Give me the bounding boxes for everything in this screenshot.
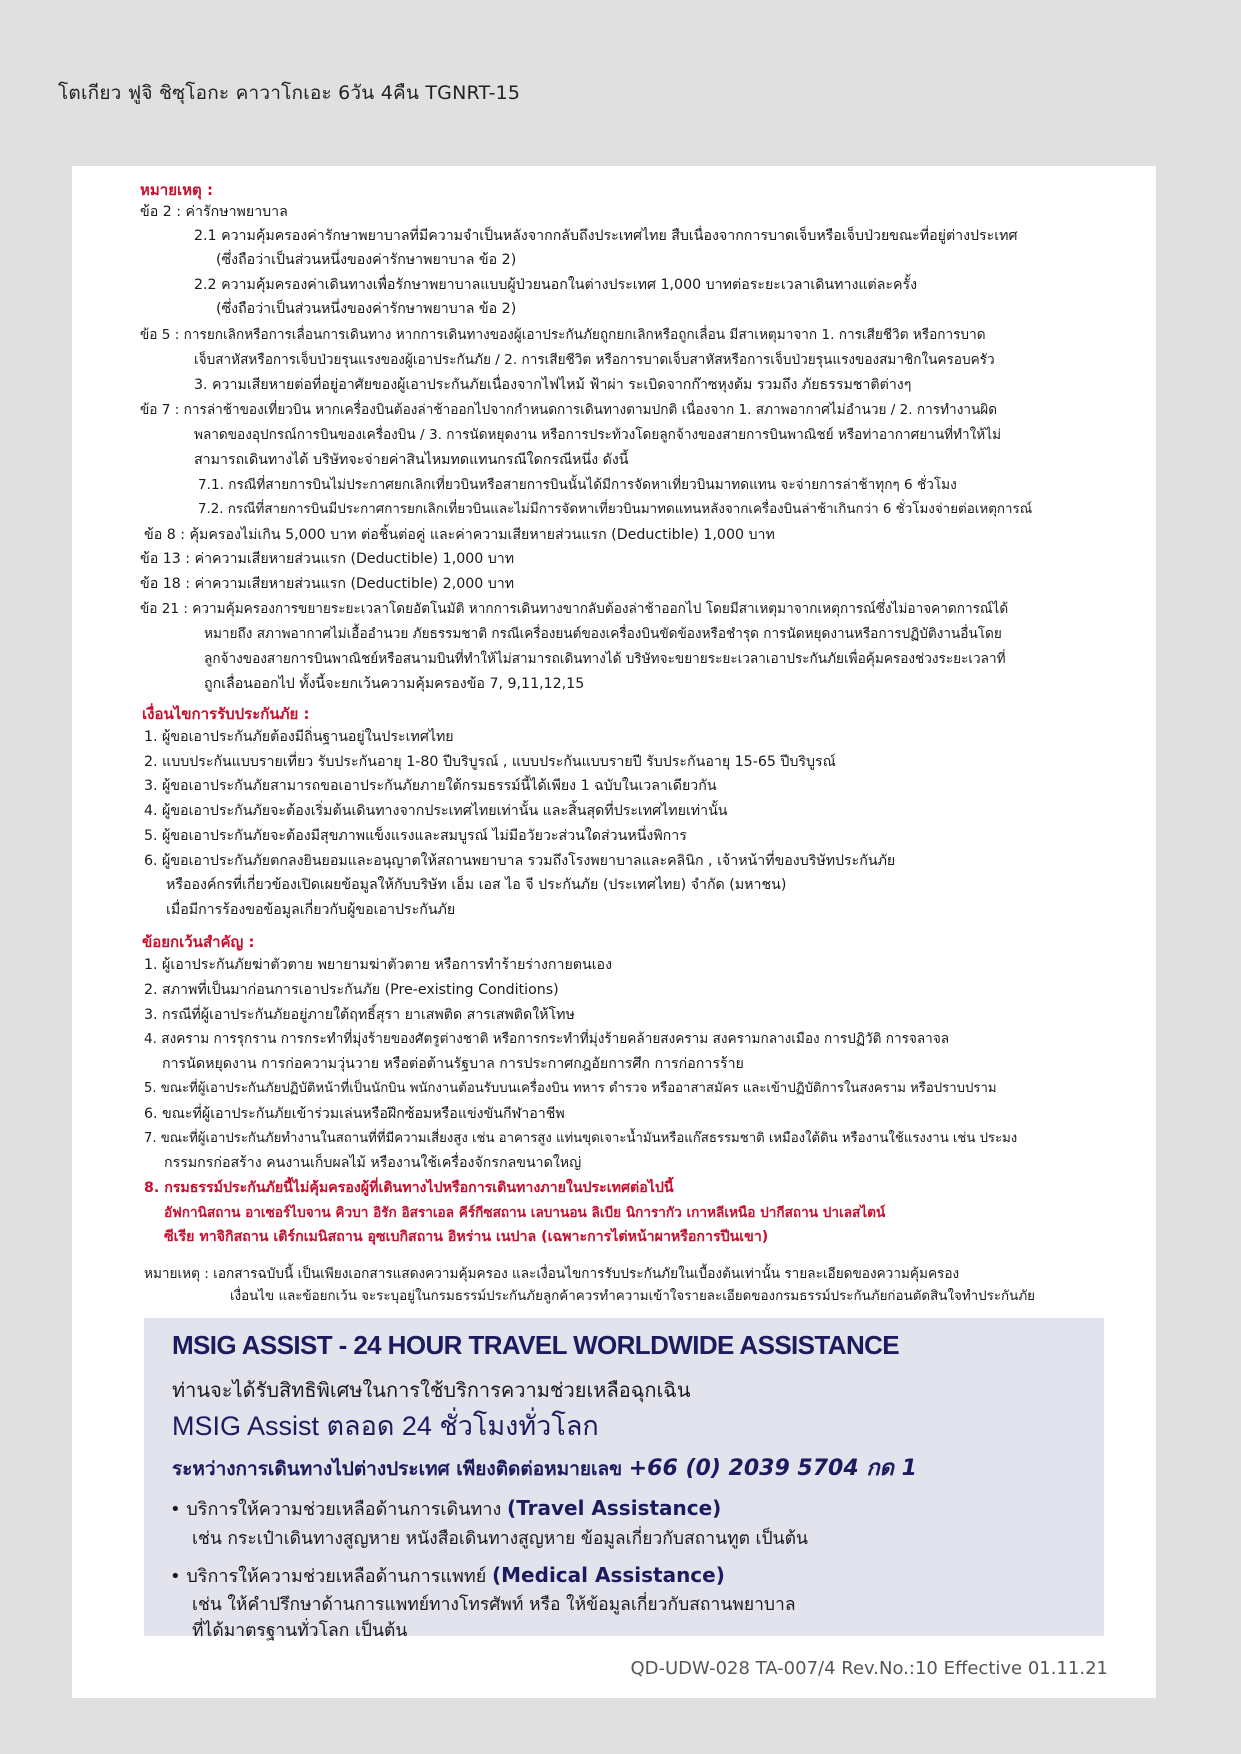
excluded-countries-line: ซีเรีย ทาจิกิสถาน เติร์กเมนิสถาน อุซเบกิสถาน อิหร่าน เนปาล (เฉพาะการไต่หน้าผาหรือการปีนเขา): [164, 1229, 769, 1245]
condition-line: หรือองค์กรที่เกี่ยวข้องเปิดเผยข้อมูลให้กับบริษัท เอ็ม เอส ไอ จี ประกันภัย (ประเทศไทย) จำกัด (มหาชน): [166, 877, 787, 893]
exclusion-line: 1. ผู้เอาประกันภัยฆ่าตัวตาย พยายามฆ่าตัวตาย หรือการทำร้ายร่างกายตนเอง: [144, 957, 613, 973]
service-item-medical: [170, 1561, 725, 1590]
document-title: โตเกียว ฟูจิ ชิซุโอกะ คาวาโกเอะ 6วัน 4คืน TGNRT-15: [58, 82, 521, 104]
condition-line: 2. แบบประกันแบบรายเที่ยว รับประกันอายุ 1-80 ปีบริบูรณ์ , แบบประกันแบบรายปี รับประกันอายุ 15-65 ปีบริบูรณ์: [144, 754, 836, 770]
service-desc: เช่น กระเป๋าเดินทางสูญหาย หนังสือเดินทางสูญหาย ข้อมูลเกี่ยวกับสถานทูต เป็นต้น: [192, 1529, 808, 1549]
note-line: พลาดของอุปกรณ์การบินของเครื่องบิน / 3. การนัดหยุดงาน หรือการประท้วงโดยลูกจ้างของสายการบินพาณิชย์ หรือท่าอากาศยานที่ทำให้ไม่: [194, 427, 1002, 443]
exclusion-line: 7. ขณะที่ผู้เอาประกันภัยทำงานในสถานที่ที่มีความเสี่ยงสูง เช่น อาคารสูง แท่นขุดเจาะน้ำมันหรือแก๊สธรรมชาติ เหมืองใต้ดิน หรืองานใช้แรงงาน เช่น ประมง: [144, 1131, 1018, 1146]
msig-assist-panel: [144, 1318, 1104, 1641]
note-line: สามารถเดินทางได้ บริษัทจะจ่ายค่าสินไหมทดแทนกรณีใดกรณีหนึ่ง ดังนี้: [194, 452, 629, 468]
service-item-travel: [170, 1494, 721, 1523]
bullet-icon: •: [170, 1499, 187, 1520]
exclusion-line: การนัดหยุดงาน การก่อความวุ่นวาย หรือต่อต้านรัฐบาล การประกาศกฎอัยการศึก การก่อการร้าย: [162, 1056, 744, 1072]
condition-line: 3. ผู้ขอเอาประกันภัยสามารถขอเอาประกันภัยภายใต้กรมธรรม์นี้ได้เพียง 1 ฉบับในเวลาเดียวกัน: [144, 778, 717, 794]
condition-line: 1. ผู้ขอเอาประกันภัยต้องมีถิ่นฐานอยู่ในประเทศไทย: [144, 729, 454, 745]
assist-phone-number: +66 (0) 2039 5704 กด 1: [628, 1456, 917, 1481]
note-line: เจ็บสาหัสหรือการเจ็บป่วยรุนแรงของผู้เอาประกันภัย / 2. การเสียชีวิต หรือการบาดเจ็บสาหัสหรือการเจ็บป่วยรุนแรงของสมาชิกในครอบครัว: [194, 352, 995, 368]
note-line: (ซึ่งถือว่าเป็นส่วนหนึ่งของค่ารักษาพยาบาล ข้อ 2): [216, 301, 517, 317]
service-label: บริการให้ความช่วยเหลือด้านการเดินทาง: [186, 1499, 502, 1520]
note-line: 7.2. กรณีที่สายการบินมีประกาศการยกเลิกเที่ยวบินและไม่มีการจัดหาเที่ยวบินมาทดแทนหลังจากเครื่องบินล่าช้าเกินกว่า 6 ชั่วโมงจ่ายต่อเหตุการณ์: [198, 502, 1033, 517]
service-label-en: (Medical Assistance): [492, 1563, 725, 1587]
exclusion-line: 4. สงคราม การรุกราน การกระทำที่มุ่งร้ายของศัตรูต่างชาติ หรือการกระทำที่มุ่งร้ายคล้ายสงคราม สงครามกลางเมือง การปฏิวัติ การจลาจล: [144, 1031, 950, 1047]
service-label-en: (Travel Assistance): [507, 1496, 722, 1520]
note-line: ข้อ 5 : การยกเลิกหรือการเลื่อนการเดินทาง หากการเดินทางของผู้เอาประกันภัยถูกยกเลิกหรือถูกเลื่อน มีสาเหตุมาจาก 1. การเสียชีวิต หรือการบาด: [140, 327, 986, 343]
assist-phone-prefix: ระหว่างการเดินทางไปต่างประเทศ เพียงติดต่อหมายเลข: [172, 1458, 623, 1480]
note-line: ข้อ 18 : ค่าความเสียหายส่วนแรก (Deductible) 2,000 บาท: [140, 576, 515, 592]
condition-line: 6. ผู้ขอเอาประกันภัยตกลงยินยอมและอนุญาตให้สถานพยาบาล รวมถึงโรงพยาบาลและคลินิก , เจ้าหน้าที่ของบริษัทประกันภัย: [144, 853, 896, 869]
conditions-heading: เงื่อนไขการรับประกันภัย :: [142, 705, 310, 723]
service-desc: เช่น ให้คำปรึกษาด้านการแพทย์ทางโทรศัพท์ หรือ ให้ข้อมูลเกี่ยวกับสถานพยาบาล: [192, 1595, 796, 1615]
condition-line: เมื่อมีการร้องขอข้อมูลเกี่ยวกับผู้ขอเอาประกันภัย: [166, 902, 456, 918]
note-line: 2.2 ความคุ้มครองค่าเดินทางเพื่อรักษาพยาบาลแบบผู้ป่วยนอกในต่างประเทศ 1,000 บาทต่อระยะเวลาเดินทางแต่ละครั้ง: [194, 277, 918, 293]
exclusion-line: 3. กรณีที่ผู้เอาประกันภัยอยู่ภายใต้ฤทธิ์สุรา ยาเสพติด สารเสพติดให้โทษ: [144, 1007, 575, 1023]
service-desc: ที่ได้มาตรฐานทั่วโลก เป็นต้น: [192, 1621, 408, 1641]
exclusion-line: 2. สภาพที่เป็นมาก่อนการเอาประกันภัย (Pre-existing Conditions): [144, 982, 559, 998]
note-line: ข้อ 21 : ความคุ้มครองการขยายระยะเวลาโดยอัตโนมัติ หากการเดินทางขากลับต้องล่าช้าออกไป โดยมีสาเหตุมาจากเหตุการณ์ซึ่งไม่อาจคาดการณ์ได้: [140, 601, 1009, 617]
note-line: ข้อ 13 : ค่าความเสียหายส่วนแรก (Deductible) 1,000 บาท: [140, 551, 515, 567]
document-code-footer: QD-UDW-028 TA-007/4 Rev.No.:10 Effective 01.11.21: [630, 1658, 1108, 1679]
note-line: (ซึ่งถือว่าเป็นส่วนหนึ่งของค่ารักษาพยาบาล ข้อ 2): [216, 252, 517, 268]
assist-subtitle: ท่านจะได้รับสิทธิพิเศษในการใช้บริการความช่วยเหลือฉุกเฉิน: [172, 1378, 691, 1402]
note-line: ข้อ 7 : การล่าช้าของเที่ยวบิน หากเครื่องบินต้องล่าช้าออกไปจากกำหนดการเดินทางตามปกติ เนื่องจาก 1. สภาพอากาศไม่อำนวย / 2. การทำงานผิด: [140, 402, 998, 418]
exclusion-line: 6. ขณะที่ผู้เอาประกันภัยเข้าร่วมเล่นหรือฝึกซ้อมหรือแข่งขันกีฬาอาชีพ: [144, 1106, 565, 1122]
assist-phone-line: [172, 1450, 917, 1485]
exclusion-line: 5. ขณะที่ผู้เอาประกันภัยปฏิบัติหน้าที่เป็นนักบิน พนักงานต้อนรับบนเครื่องบิน ทหาร ตำรวจ หรืออาสาสมัคร และเข้าปฏิบัติการในสงคราม หรือปราบปราม: [144, 1081, 997, 1096]
remark-line: เงื่อนไข และข้อยกเว้น จะระบุอยู่ในกรมธรรม์ประกันภัยลูกค้าควรทำความเข้าใจรายละเอียดของกรมธรรม์ประกันภัยก่อนตัดสินใจทำประกันภัย: [230, 1289, 1035, 1304]
note-line: 7.1. กรณีที่สายการบินไม่ประกาศยกเลิกเที่ยวบินหรือสายการบินนั้นได้มีการจัดหาเที่ยวบินมาทดแทน จะจ่ายการล่าช้าทุกๆ 6 ชั่วโมง: [198, 477, 957, 493]
notes-heading: หมายเหตุ :: [140, 181, 213, 199]
note-line: ข้อ 2 : ค่ารักษาพยาบาล: [140, 204, 288, 220]
note-line: 3. ความเสียหายต่อที่อยู่อาศัยของผู้เอาประกันภัยเนื่องจากไฟไหม้ ฟ้าผ่า ระเบิดจากก๊าซหุงต้ม รวมถึง ภัยธรรมชาติต่างๆ: [194, 377, 912, 393]
note-line: หมายถึง สภาพอากาศไม่เอื้ออำนวย ภัยธรรมชาติ กรณีเครื่องยนต์ของเครื่องบินขัดข้องหรือชำรุด การนัดหยุดงานหรือการปฏิบัติงานอื่นโดย: [204, 626, 1002, 642]
exclusion-line: กรรมกรก่อสร้าง คนงานเก็บผลไม้ หรืองานใช้เครื่องจักรกลขนาดใหญ่: [164, 1155, 582, 1171]
assist-headline: MSIG Assist ตลอด 24 ชั่วโมงทั่วโลก: [172, 1411, 599, 1441]
note-line: ข้อ 8 : คุ้มครองไม่เกิน 5,000 บาท ต่อชิ้นต่อคู่ และค่าความเสียหายส่วนแรก (Deductible) 1,000 บาท: [144, 527, 775, 543]
excluded-countries-line: อัฟกานิสถาน อาเซอร์ไบจาน คิวบา อิรัก อิสราเอล คีร์กีซสถาน เลบานอน ลิเบีย นิการากัว เกาหลีเหนือ ปากีสถาน ปาเลสไตน์: [164, 1205, 886, 1221]
note-line: ลูกจ้างของสายการบินพาณิชย์หรือสนามบินที่ทำให้ไม่สามารถเดินทางได้ บริษัทจะขยายระยะเวลาเอาประกันภัยเพื่อคุ้มครองช่วงระยะเวลาที่: [204, 651, 1006, 667]
exclusions-heading: ข้อยกเว้นสำคัญ :: [142, 933, 255, 951]
note-line: 2.1 ความคุ้มครองค่ารักษาพยาบาลที่มีความจำเป็นหลังจากกลับถึงประเทศไทย สืบเนื่องจากการบาดเจ็บหรือเจ็บป่วยขณะที่อยู่ต่างประเทศ: [194, 228, 1018, 244]
condition-line: 5. ผู้ขอเอาประกันภัยจะต้องมีสุขภาพแข็งแรงและสมบูรณ์ ไม่มีอวัยวะส่วนใดส่วนหนึ่งพิการ: [144, 828, 687, 844]
service-label: บริการให้ความช่วยเหลือด้านการแพทย์: [186, 1566, 487, 1587]
note-line: ถูกเลื่อนออกไป ทั้งนี้จะยกเว้นความคุ้มครองข้อ 7, 9,11,12,15: [204, 676, 585, 692]
assist-title: MSIG ASSIST - 24 HOUR TRAVEL WORLDWIDE ASSISTANCE: [172, 1330, 900, 1360]
bullet-icon: •: [170, 1566, 187, 1587]
condition-line: 4. ผู้ขอเอาประกันภัยจะต้องเริ่มต้นเดินทางจากประเทศไทยเท่านั้น และสิ้นสุดที่ประเทศไทยเท่านั้น: [144, 803, 728, 819]
excluded-countries-heading: 8. กรมธรรม์ประกันภัยนี้ไม่คุ้มครองผู้ที่เดินทางไปหรือการเดินทางภายในประเทศต่อไปนี้: [144, 1180, 674, 1196]
remark-line: หมายเหตุ : เอกสารฉบับนี้ เป็นเพียงเอกสารแสดงความคุ้มครอง และเงื่อนไขการรับประกันภัยในเบื้องต้นเท่านั้น รายละเอียดของความคุ้มครอง: [144, 1266, 960, 1282]
document-page: [72, 166, 1156, 1698]
